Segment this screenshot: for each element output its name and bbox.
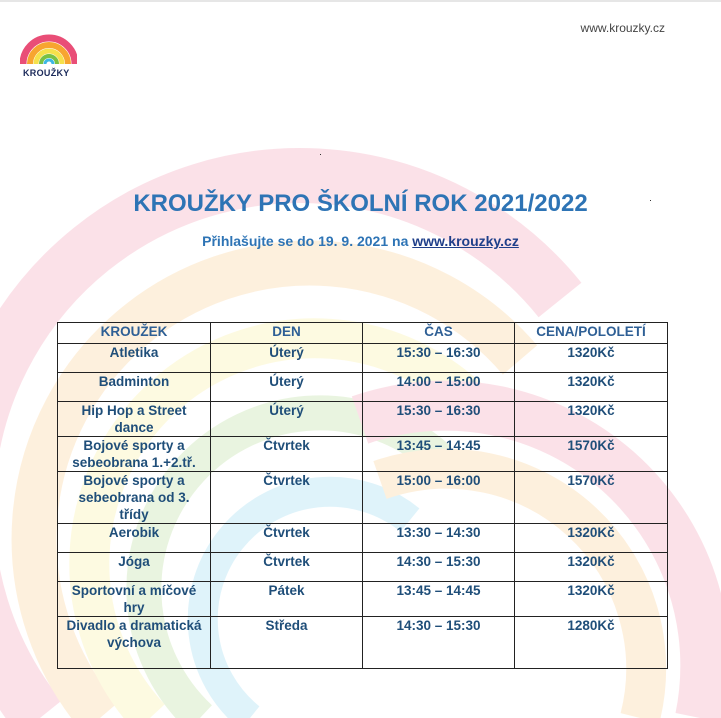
- cell-name: Bojové sporty a sebeobrana od 3. třídy: [58, 472, 211, 524]
- cell-time: 13:30 – 14:30: [363, 524, 515, 553]
- cell-day: Čtvrtek: [211, 472, 363, 524]
- table-row: [58, 472, 668, 524]
- header-cas: ČAS: [363, 323, 515, 344]
- cell-time: 15:30 – 16:30: [363, 344, 515, 373]
- subtitle-link[interactable]: www.krouzky.cz: [412, 233, 519, 249]
- cell-day: Úterý: [211, 373, 363, 402]
- cell-name: Hip Hop a Street dance: [58, 402, 211, 437]
- cell-day: Čtvrtek: [211, 553, 363, 582]
- cell-day: Úterý: [211, 344, 363, 373]
- cell-name: Divadlo a dramatická výchova: [58, 617, 211, 669]
- cell-day: Středa: [211, 617, 363, 669]
- cell-time: 14:30 – 15:30: [363, 617, 515, 669]
- cell-price: 1570Kč: [515, 472, 668, 524]
- cell-price: 1320Kč: [515, 524, 668, 553]
- table-row: [58, 344, 668, 373]
- cell-time: 15:00 – 16:00: [363, 472, 515, 524]
- table-row: [58, 617, 668, 669]
- logo-text: KROUŽKY: [23, 68, 70, 78]
- header-krouzek: KROUŽEK: [58, 323, 211, 344]
- cell-day: Úterý: [211, 402, 363, 437]
- cell-price: 1280Kč: [515, 617, 668, 669]
- table-row: [58, 373, 668, 402]
- header-site-link[interactable]: www.krouzky.cz: [580, 21, 665, 35]
- cell-day: Čtvrtek: [211, 524, 363, 553]
- table-row: [58, 582, 668, 617]
- cell-name: Badminton: [58, 373, 211, 402]
- cell-price: 1570Kč: [515, 437, 668, 472]
- brand-logo: [20, 12, 80, 78]
- cell-time: 14:00 – 15:00: [363, 373, 515, 402]
- top-border-line: [0, 0, 721, 2]
- cell-name: Atletika: [58, 344, 211, 373]
- page-title: KROUŽKY PRO ŠKOLNÍ ROK 2021/2022: [133, 190, 588, 217]
- header-cena: CENA/POLOLETÍ: [515, 323, 668, 344]
- cell-name: Sportovní a míčové hry: [58, 582, 211, 617]
- rainbow-logo-icon: [20, 12, 77, 66]
- subtitle-text: Přihlašujte se do 19. 9. 2021 na: [202, 233, 413, 249]
- cell-day: Čtvrtek: [211, 437, 363, 472]
- cell-price: 1320Kč: [515, 582, 668, 617]
- cell-price: 1320Kč: [515, 402, 668, 437]
- cell-name: Jóga: [58, 553, 211, 582]
- table-row: [58, 437, 668, 472]
- cell-name: Bojové sporty a sebeobrana 1.+2.tř.: [58, 437, 211, 472]
- table-row: [58, 553, 668, 582]
- table-header-row: [58, 323, 668, 344]
- cell-time: 13:45 – 14:45: [363, 582, 515, 617]
- table-row: [58, 524, 668, 553]
- cell-time: 15:30 – 16:30: [363, 402, 515, 437]
- table-row: [58, 402, 668, 437]
- cell-price: 1320Kč: [515, 553, 668, 582]
- cell-time: 14:30 – 15:30: [363, 553, 515, 582]
- subtitle: [0, 233, 721, 249]
- header-den: DEN: [211, 323, 363, 344]
- cell-time: 13:45 – 14:45: [363, 437, 515, 472]
- stray-dot: [320, 154, 321, 155]
- cell-price: 1320Kč: [515, 344, 668, 373]
- cell-day: Pátek: [211, 582, 363, 617]
- schedule-table: [57, 322, 668, 669]
- cell-name: Aerobik: [58, 524, 211, 553]
- cell-price: 1320Kč: [515, 373, 668, 402]
